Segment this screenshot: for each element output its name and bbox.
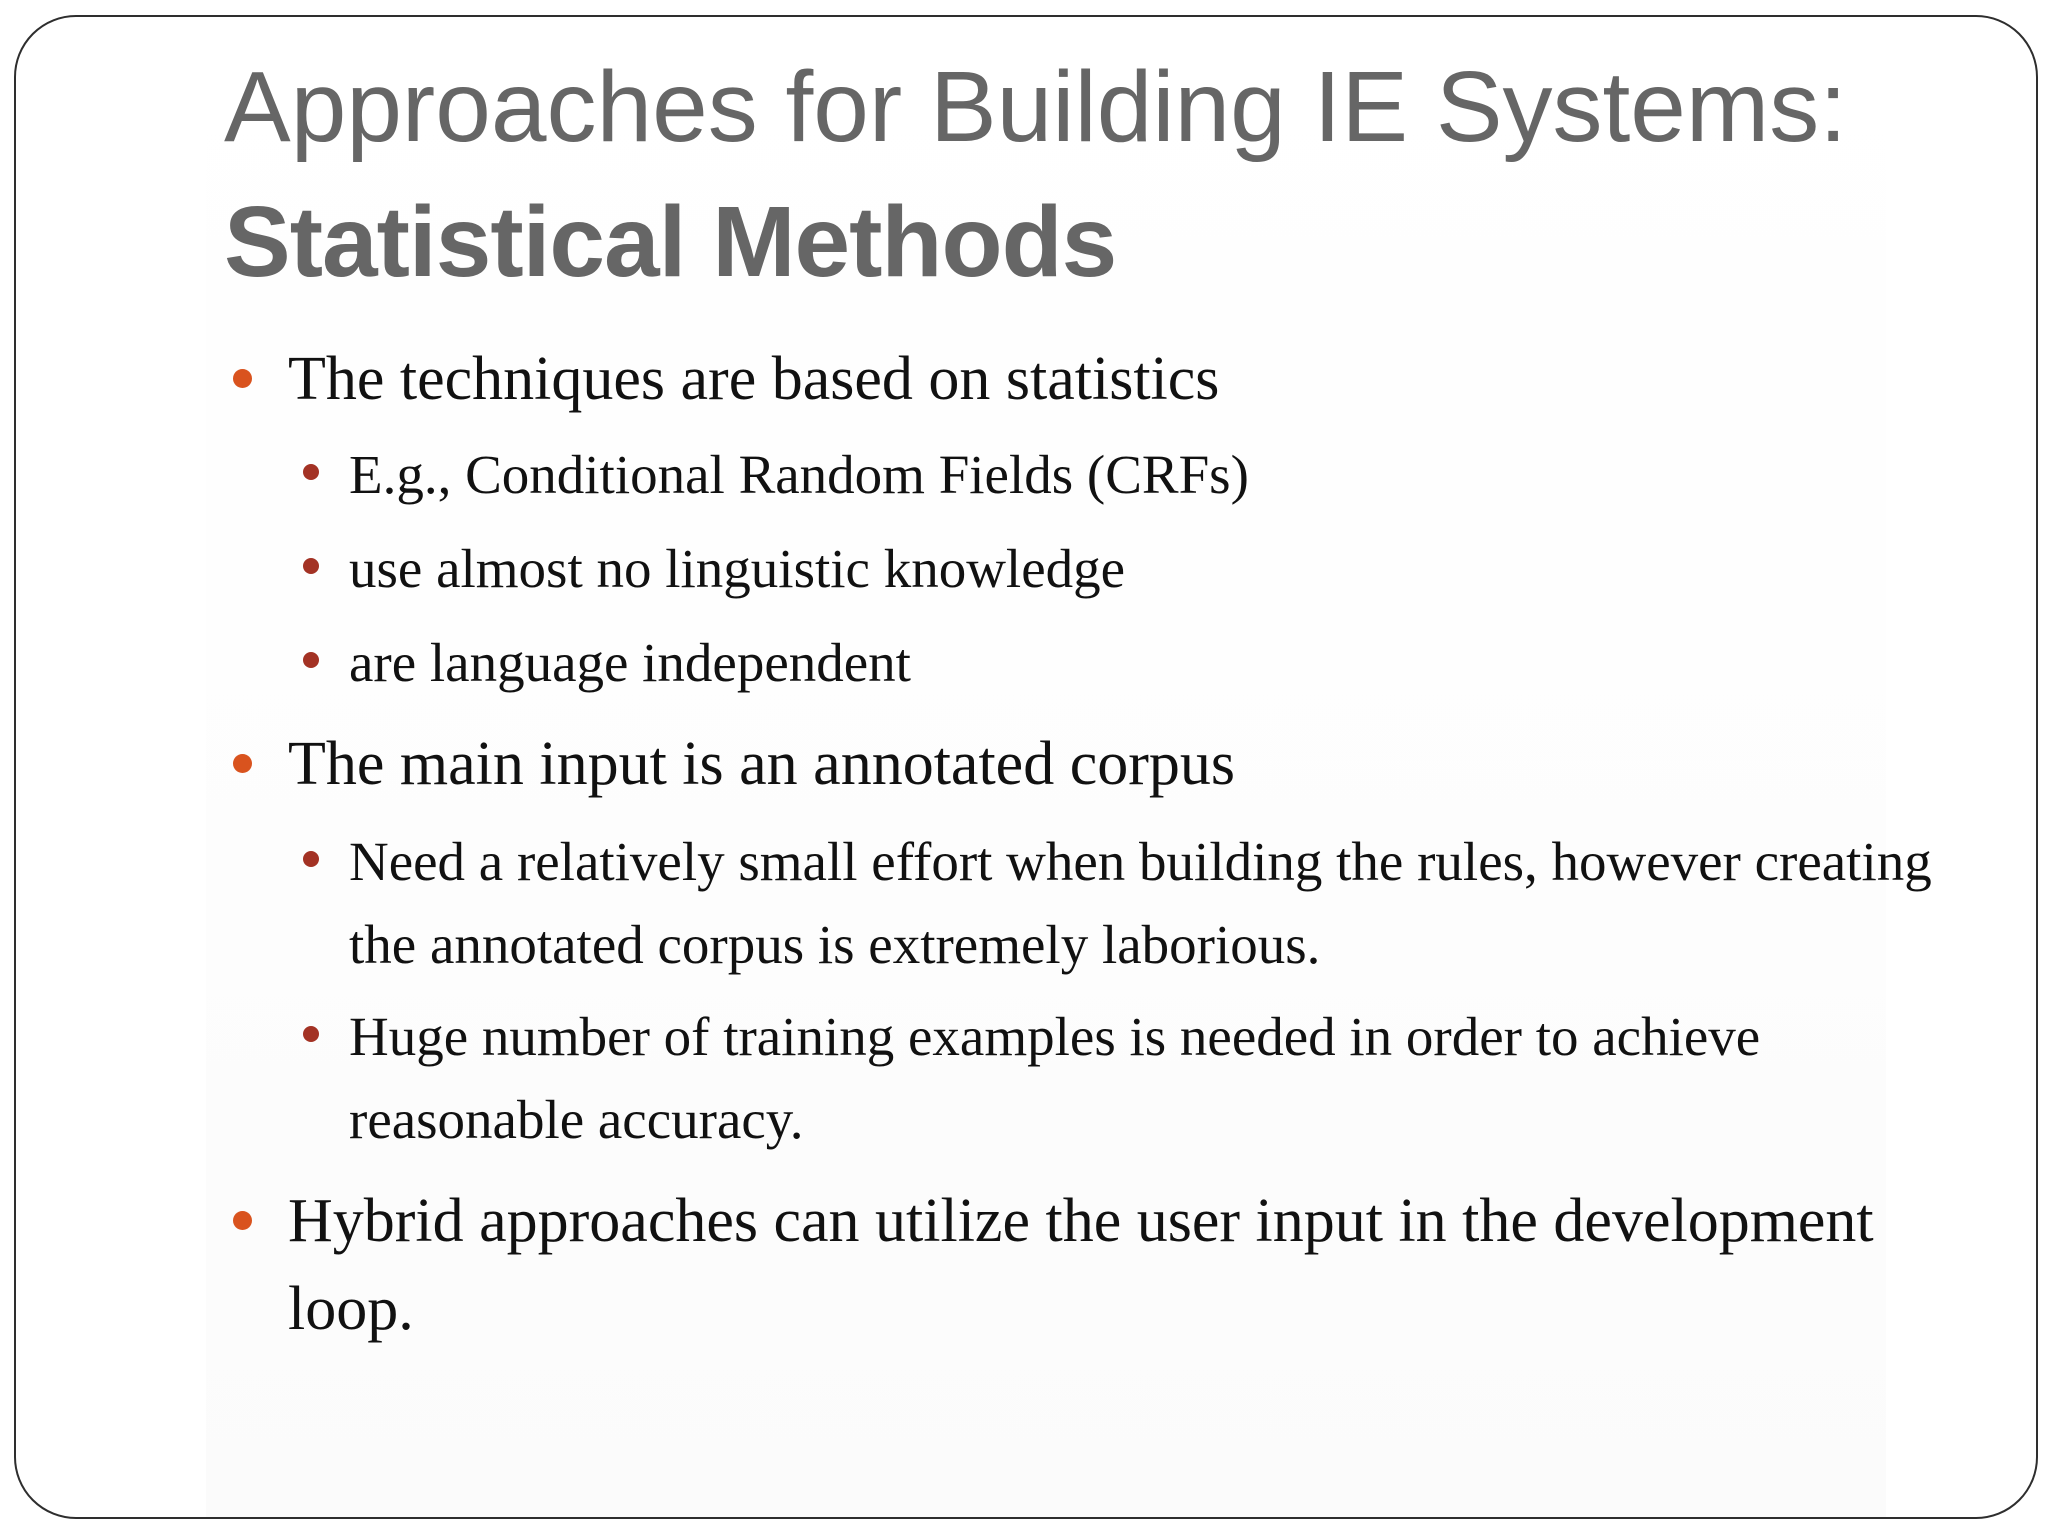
bullet-item-level2: Need a relatively small effort when building the rules, however creating the annotated corpus is extremely laborious.: [349, 831, 1932, 975]
sub-bullet-dot-icon: [303, 652, 319, 668]
bullet-item-level2: Huge number of training examples is needed in order to achieve reasonable accuracy.: [349, 1006, 1761, 1150]
sub-bullet-dot-icon: [303, 851, 319, 867]
bullet-item-level2: use almost no linguistic knowledge: [349, 538, 1126, 599]
bullet-item-level2: E.g., Conditional Random Fields (CRFs): [349, 444, 1249, 505]
bullet-item-level1: The techniques are based on statistics: [288, 345, 1220, 413]
sub-bullet-dot-icon: [303, 464, 319, 480]
bullet-dot-icon: [233, 754, 252, 773]
sub-bullet-dot-icon: [303, 558, 319, 574]
bullet-dot-icon: [233, 1211, 252, 1230]
bullet-item-level1: The main input is an annotated corpus: [288, 730, 1235, 798]
slide-title-bold: Statistical Methods: [224, 186, 1117, 298]
bullet-item-level2: are language independent: [349, 632, 911, 693]
bullet-dot-icon: [233, 369, 252, 388]
sub-bullet-dot-icon: [303, 1026, 319, 1042]
slide-title-regular: Approaches for Building IE Systems:: [224, 51, 1847, 163]
bullet-item-level1: Hybrid approaches can utilize the user input in the development loop.: [288, 1187, 1874, 1343]
